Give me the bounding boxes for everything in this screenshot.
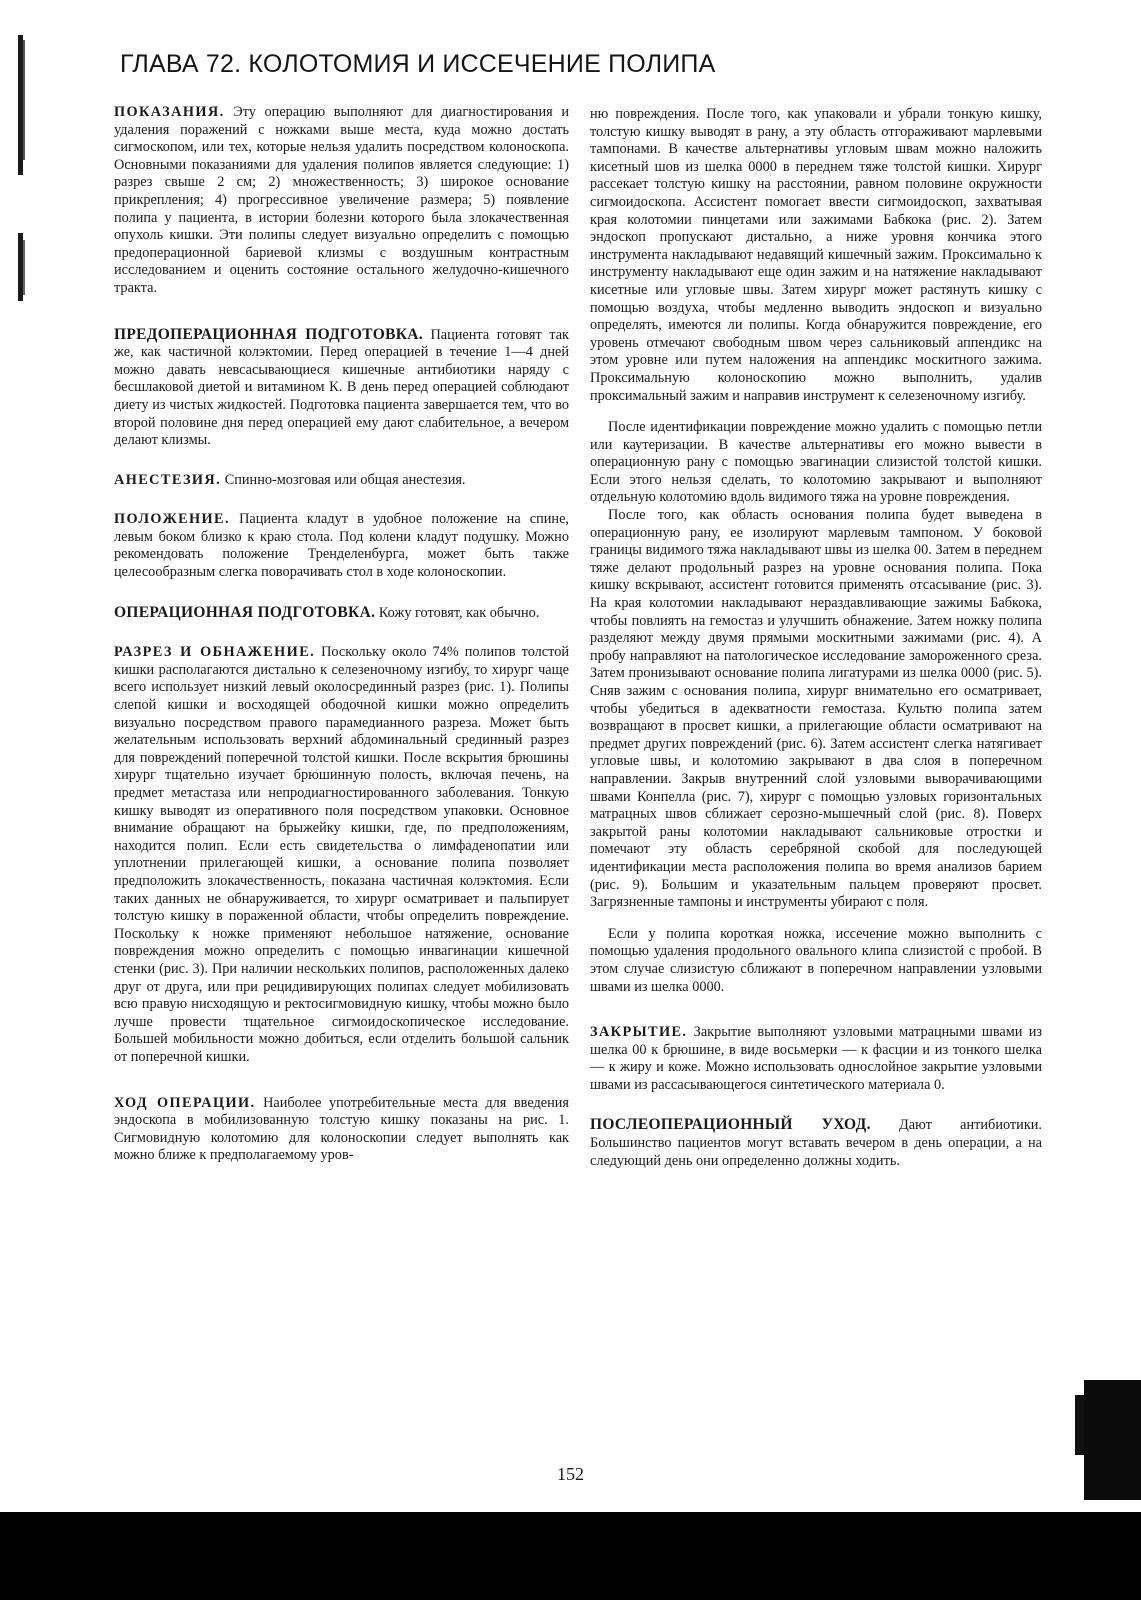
- scan-artifact: [0, 1512, 1141, 1600]
- section-indications: [114, 104, 569, 298]
- section-heading: ПОКАЗАНИЯ.: [114, 104, 225, 120]
- chapter-title: ГЛАВА 72. КОЛОТОМИЯ И ИССЕЧЕНИЕ ПОЛИПА: [120, 50, 716, 78]
- right-column: [590, 106, 1042, 1170]
- section-op-prep: [114, 604, 569, 623]
- page-number: 152: [557, 1464, 584, 1484]
- section-text: Наиболее употребительные места для введения эндоскопа в мобилизованную толстую кишку показаны на рис. 1. Сигмовидную колотомию для колоноскопии следует выполнять как можно ближе к предполагаемому уров-: [114, 1094, 569, 1164]
- scan-artifact: [23, 240, 25, 295]
- section-heading: ПОЛОЖЕНИЕ.: [114, 511, 230, 528]
- section-text: Пациента готовят так же, как частичной колэктомии. Перед операцией в течение 1—4 дней можно давать невсасывающиеся кишечные антибиотики наряду с бесшлаковой диетой и витамином К. В день перед операцией соблюдают диету из чистых жидкостей. Подготовка пациента завершается тем, что во второй половине дня перед операцией ему дают слабительное, а вечером делают клизмы.: [114, 326, 569, 449]
- paragraph: После идентификации повреждение можно удалить с помощью петли или каутеризации. В качестве альтернативы его можно вывести в операционную рану с помощью эвагинации слизистой толстой кишки. Если этого нельзя сделать, то колотомию закрывают и выполняют отдельную колотомию вдоль видимого тяжа на уровне повреждения.: [590, 419, 1042, 506]
- section-text: Закрытие выполняют узловыми матрацными швами из шелка 00 к брюшине, в виде восьмерки — к фасции и из тонкого шелка — к жиру и коже. Можно использовать однослойное закрытие узловыми швами из рассасывающегося синтетического материала 0.: [590, 1024, 1042, 1093]
- section-heading: ХОД ОПЕРАЦИИ.: [114, 1094, 256, 1111]
- section-text: Кожу готовят, как обычно.: [378, 604, 540, 621]
- section-closure: [590, 1024, 1042, 1094]
- section-text: Дают антибиотики. Большинство пациентов могут вставать вечером в день операции, а на следующий день они определенно должны ходить.: [590, 1117, 1043, 1169]
- section-heading: ПОСЛЕОПЕРАЦИОННЫЙ УХОД.: [590, 1116, 871, 1134]
- section-incision: [114, 644, 569, 1066]
- section-text: Пациента кладут в удобное положение на спине, левым боком близко к краю стола. Под колени кладут подушку. Можно рекомендовать положение Тренделенбурга, может быть также целесообразным слегка поворачивать стол в ходе колоноскопии.: [114, 511, 569, 581]
- left-column: [114, 104, 569, 1165]
- paragraph: ню повреждения. После того, как упаковали и убрали тонкую кишку, толстую кишку выводят в рану, а эту область отгораживают марлевыми тампонами. В качестве альтернативы угловым швам можно наложить кисетный шов из шелка 0000 в переднем тяже толстой кишки. Хирург рассекает толстую кишку на расстоянии, равном половине окружности сигмоидоскопа. Ассистент помогает ввести сигмоидоскоп, захватывая края колотомии пинцетами или зажимами Бабкока (рис. 2). Затем эндоскоп пропускают дистально, а ниже уровня кончика этого инструмента накладывают недавящий кишечный зажим. Проксимально к инструменту накладывают еще один зажим и на натяжение накладывают кисетные или угловые швы. Затем хирург может растянуть кишку с помощью воздуха, чтобы медленно выводить эндоскоп и визуально определять, имеются ли полипы. Когда обнаружится повреждение, его уровень отмечают свободным швом через сальниковый аппендикс на этом уровне или путем наложения на аппендикс москитного зажима. Проксимальную колоноскопию можно выполнить, удалив проксимальный зажим и направив инструмент к селезеночному изгибу.: [590, 106, 1042, 404]
- section-heading: ОПЕРАЦИОННАЯ ПОДГОТОВКА.: [114, 603, 376, 621]
- section-procedure: [114, 1095, 569, 1165]
- section-preop: [114, 326, 569, 450]
- scan-artifact: [1084, 1380, 1141, 1500]
- paragraph: После того, как область основания полипа будет выведена в операционную рану, ее изолируют марлевым тампоном. У боковой границы видимого тяжа накладывают швы из шелка 00. Затем в переднем тяже делают продольный разрез на уровне основания полипа. Пока кишку вскрывают, ассистент готовится применять отсасывание (рис. 3). На края колотомии накладывают нераздавливающие зажимы Бабкока, чтобы повлиять на гемостаз и улучшить обнажение. Затем ножку полипа разделяют между двумя прямыми москитными зажимами (рис. 4). А пробу направляют на патологическое исследование замороженного среза. Затем пронизывают основание полипа лигатурами из шелка 0000 (рис. 5). Сняв зажим с основания полипа, хирург внимательно его осматривает, чтобы убедиться в адекватности гемостаза. Культю полипа затем возвращают в просвет кишки, а прилегающие области осматривают на предмет других повреждений (рис. 6). Затем ассистент слегка натягивает угловые швы, и колотомию закрывают в два слоя в поперечном направлении. Закрыв внутренний слой узловыми выворачивающими швами Конпелла (рис. 7), хирург с помощью узловых горизонтальных матрацных швов сближает серозно-мышечный слой (рис. 8). Поверх закрытой раны колотомии накладывают сальниковые отростки и помечают эту область серебряной скобой для последующей идентификации места расположения полипа во время анализов барием (рис. 9). Большим и указательным пальцем проверяют просвет. Загрязненные тампоны и инструменты убирают с поля.: [590, 507, 1042, 911]
- section-heading: ЗАКРЫТИЕ.: [590, 1024, 688, 1041]
- section-text: Эту операцию выполняют для диагностирования и удаления поражений с ножками выше места, куда можно достать сигмоскопом, или тех, которые нельзя удалить посредством колоноскопа. Основными показаниями для удаления полипов является следующие: 1) разрез свыше 2 см; 2) множественность; 3) широкое основание прикрепления; 4) прогрессивное увеличение размера; 5) появление полипа у пациента, в истории болезни которого была злокачественная опухоль кишки. Эти полипы следует визуально определить с помощью предоперационной бариевой клизмы с воздушным контрастным исследованием и оценить состояние остального желудочно-кишечного тракта.: [114, 104, 569, 296]
- section-text: Поскольку около 74% полипов толстой кишки располагаются дистально к селезеночному изгибу, то хирург чаще всего использует низкий левый околосрединный разрез (рис. 1). Полипы слепой кишки и восходящей ободочной кишки можно определить визуально посредством правого парамедианного разреза. Может быть желательным использовать верхний абдоминальный срединный разрез для повреждений поперечной толстой кишки. После вскрытия брюшины хирург тщательно изучает брюшинную полость, включая печень, на предмет метастаза или непродиагностированного заболевания. Тонкую кишку выводят из оперативного поля посредством упаковки. Основное внимание обращают на брыжейку кишки, где, по предположениям, находится полип. Если есть свидетельства о лимфаденопатии или уплотнении прилегающей кишки, а основание полипа позволяет предположить злокачественность, показана частичная колэктомия. Если таких данных не обнаруживается, то хирург осматривает и пальпирует толстую кишку в пораженной области, чтобы определить повреждение. Поскольку к ножке применяют небольшое натяжение, основание повреждения можно определить с помощью инвагинации кишечной стенки (рис. 3). При наличии нескольких полипов, расположенных далеко друг от друга, или при рецидивирующих полипах следует мобилизовать всю правую нисходящую и ректосигмовидную кишку, чтобы можно было лучше провести тщательное сигмоидоскопическое исследование. Большей мобильности можно добиться, если отделить большой сальник от поперечной кишки.: [114, 644, 569, 1065]
- section-heading: ПРЕДОПЕРАЦИОННАЯ ПОДГОТОВКА.: [114, 325, 423, 343]
- section-heading: АНЕСТЕЗИЯ.: [114, 471, 222, 488]
- section-heading: РАЗРЕЗ И ОБНАЖЕНИЕ.: [114, 644, 316, 661]
- section-position: [114, 511, 569, 581]
- paragraph: Если у полипа короткая ножка, иссечение можно выполнить с помощью удаления продольного овального клипа слизистой с пробой. В этом случае слизистую сближают в поперечном направлении узловыми швами из шелка 0000.: [590, 925, 1042, 995]
- section-text: Спинно-мозговая или общая анестезия.: [224, 471, 466, 488]
- scan-artifact: [23, 40, 25, 160]
- section-postop: [590, 1116, 1042, 1170]
- section-anesthesia: [114, 472, 569, 490]
